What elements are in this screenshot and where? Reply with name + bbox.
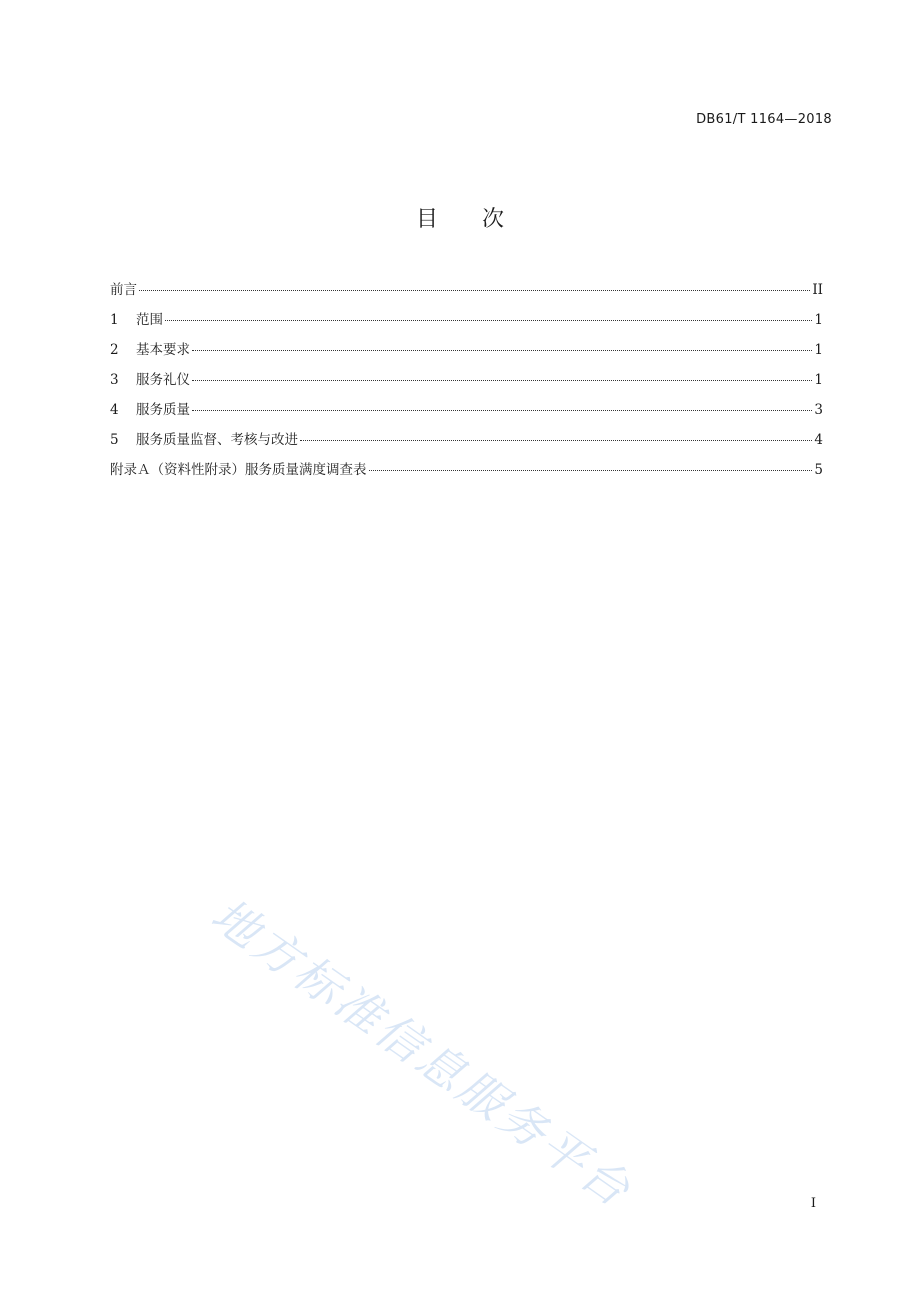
toc-entry-number: 5 — [110, 432, 119, 448]
toc-entry-page: 5 — [814, 462, 823, 478]
watermark: 地方标准信息服务平台 — [201, 887, 643, 1219]
toc-entry-foreword[interactable] — [110, 278, 823, 308]
toc-entry-page: 4 — [814, 432, 823, 448]
toc-leader-dots — [300, 440, 812, 441]
toc-entry-service-quality[interactable] — [110, 398, 823, 428]
page-number: I — [810, 1196, 816, 1211]
toc-entry-number: 4 — [110, 402, 119, 418]
toc-entry-page: II — [812, 282, 823, 298]
toc-leader-dots — [369, 470, 813, 471]
toc-entry-page: 1 — [814, 342, 823, 358]
toc-entry-label: 服务质量 — [136, 402, 190, 418]
toc-entry-label: 服务质量监督、考核与改进 — [136, 432, 298, 448]
toc-entry-appendix-a[interactable] — [110, 458, 823, 488]
toc-entry-page: 3 — [814, 402, 823, 418]
page-title: 目 次 — [415, 207, 504, 232]
toc-leader-dots — [192, 410, 812, 411]
toc-leader-dots — [139, 290, 810, 291]
toc-leader-dots — [192, 350, 812, 351]
toc-entry-label: 基本要求 — [136, 342, 190, 358]
toc-leader-dots — [192, 380, 812, 381]
toc-leader-dots — [165, 320, 812, 321]
toc-entry-scope[interactable] — [110, 308, 823, 338]
table-of-contents — [110, 278, 823, 488]
toc-entry-label: 范围 — [136, 312, 163, 328]
toc-entry-number: 2 — [110, 342, 119, 358]
toc-entry-service-etiquette[interactable] — [110, 368, 823, 398]
toc-entry-label: 服务礼仪 — [136, 372, 190, 388]
toc-entry-label: 前言 — [110, 282, 137, 298]
toc-entry-number: 3 — [110, 372, 119, 388]
toc-entry-page: 1 — [814, 312, 823, 328]
toc-entry-label: 附录Ａ（资料性附录）服务质量满度调查表 — [110, 462, 367, 478]
toc-entry-basic-requirements[interactable] — [110, 338, 823, 368]
document-code: DB61/T 1164—2018 — [696, 112, 832, 127]
toc-entry-supervision[interactable] — [110, 428, 823, 458]
toc-entry-number: 1 — [110, 312, 119, 328]
toc-entry-page: 1 — [814, 372, 823, 388]
